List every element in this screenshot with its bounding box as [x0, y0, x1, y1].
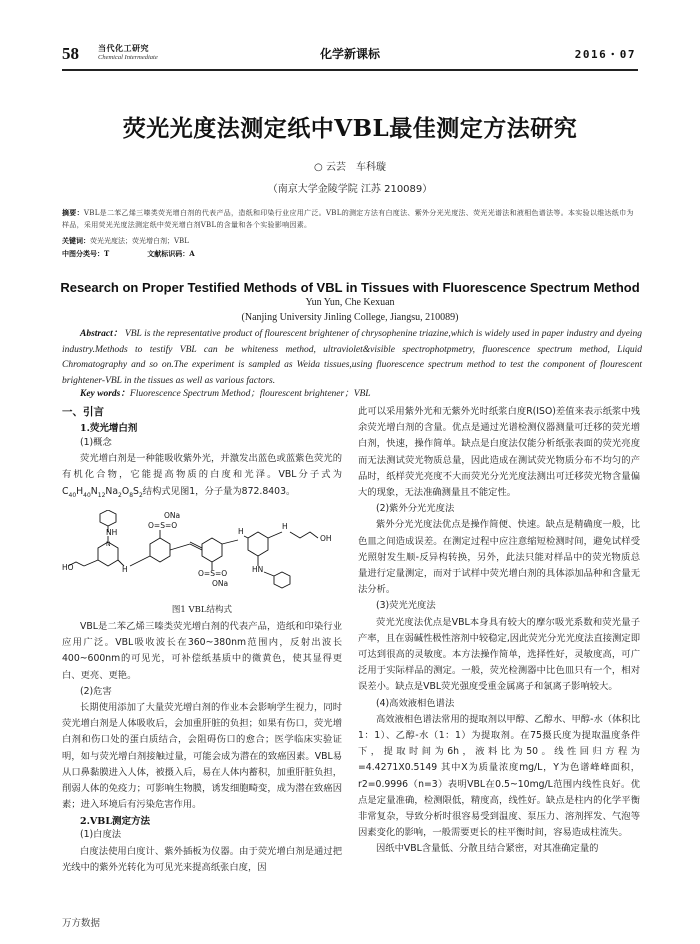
header-rule [62, 69, 638, 71]
whiteness-paragraph-end: 此可以采用紫外光和无紫外光时纸浆白度R(ISO)差值来表示纸浆中残余荧光增白剂的含量。优点是通过光谱检测仪器测量可迁移的荧光增白剂，快速，操作简单。缺点是白度法仅能分析纸张表面的荧光亮度而无法测试荧光物质总量，因此造成在测试荧光物质分布不均匀的产品时，纸样荧光亮度不大而荧光分光光度法测出可迁移荧光物含量偏大的现象，无法准确测量且不能定性。 [358, 406, 640, 499]
abstract-en-text: VBL is the representative product of flourescent brightener of chrysophenine triazine,which is widely used in paper industry and dyeing industry.Methods to testify VBL can be whiteness method, ultraviolet&visible spectrophotpmetry, fluorescence spectrum method, Liquid Chromatography and so on.The experiment is sampled as Weida tissues,using fluorescence spectrum method to test the component of flourescent brightener-VBL in the tissues as well as various factors. [62, 329, 643, 386]
section-1-1-heading: 1.荧光增白剂 [80, 423, 138, 434]
so3-top-label: O=S=O [148, 521, 178, 530]
triazine-ring-right [248, 532, 268, 556]
affiliation-en: (Nanjing University Jinling College, Jiangsu, 210089) [241, 312, 459, 323]
hn-label: HN [252, 565, 264, 574]
doc-code-label: 文献标识码： [147, 249, 190, 258]
fluor-heading: (3)荧光光度法 [376, 600, 436, 612]
abstract-cn-label: 摘要： [62, 208, 84, 217]
footer-watermark: 万方数据 [62, 918, 101, 929]
classification [62, 249, 640, 259]
ona-top-label: ONa [164, 511, 181, 520]
abstract-cn [62, 207, 640, 231]
concept-paragraph: 荧光增白剂是一种能吸收紫外光，并激发出蓝色或蓝紫色荧光的有机化合物，它能提高物质的白度和光泽。VBL分子式为$C_{40}H_{40}N_{12}Na_2O_8S_2$结构式见图1，分子量为872.8403。 [62, 453, 342, 499]
paper-title-en: Research on Proper Testified Methods of VBL in Tissues with Fluorescence Spectrum Method [60, 280, 640, 295]
doc-code-value: A [189, 249, 195, 258]
harm-paragraph: 长期使用添加了大量荧光增白剂的作业本会影响学生视力，同时荧光增白剂是人体吸收后，会加重肝脏的负担；如果有伤口，荧光增白剂和伤口处的蛋白质结合，会阻碍伤口的愈合；医学临床实验证明，如与荧光增白剂接触过量，可能会成为潜在的致癌因素。VBL易从口鼻黏膜进入人体，被摄入后，易在人体内蓄积，加重肝脏负担，削弱人体的免疫力；可影响生物膜，诱发细胞畸变，成为潜在致癌因素；进入环境后有污染危害作用。 [62, 702, 342, 811]
section-1-heading: 一、引言 [62, 406, 104, 418]
keywords-en-text: Fluorescence Spectrum Method；flourescent brightener；VBL [129, 389, 371, 399]
section-name: 化学新课标 [319, 47, 380, 61]
abstract-en [62, 327, 642, 389]
paper-title: 荧光光度法测定纸中VBL最佳测定方法研究 [122, 115, 578, 142]
hplc-heading: (4)高效液相色谱法 [376, 697, 455, 709]
whiteness-paragraph-start: 白度法使用白度计、紫外插板为仪器。由于荧光增白剂是通过把光线中的紫外光转化为可见光来提高纸张白度，因 [62, 845, 342, 873]
abstract-cn-text: VBL是二苯乙烯三嗪类荧光增白剂的代表产品，造纸和印染行业应用广泛。VBL的测定方法有白度法、紫外分光光度法、荧光光谱法和液相色谱法等。本实验以维达纸巾为样品，采用荧光光度法测定纸中荧光增白剂VBL的含量和各个实验影响因素。 [62, 209, 634, 229]
left-column-part-2 [62, 619, 342, 876]
fluor-paragraph: 荧光光度法优点是VBL本身具有较大的摩尔吸光系数和荧光量子产率，且在弱碱性极性溶剂中较稳定,因此荧光分光光度法直接测定即可达到很高的灵敏度。本方法操作简单，选择性好，灵敏度高，可广泛用于实际样品的测定。一般，荧光检测器中比色皿只有一个，相对误差小。缺点是VBL荧光强度受重金属离子和氯离子影响较大。 [358, 616, 640, 693]
h-label-right-2: H [282, 522, 288, 531]
authors-en: Yun Yun, Che Kexuan [305, 297, 395, 308]
hplc-paragraph-2: 因纸中VBL含量低、分散且结合紧密，对其准确定量的 [376, 843, 599, 855]
uv-paragraph: 紫外分光光度法优点是操作简便、快速。缺点是精确度一般，比色皿之间造成误差。在测定过程中应注意缩短检测时间，避免试样受光照射发生顺-反异构转换，另外，此法只能对样品中的荧光物质总量进行定量测定，而对于试样中荧光增白剂的具体添加品种和含量无法分析。 [358, 519, 640, 596]
journal-name-cn: 当代化工研究 [98, 44, 149, 53]
left-column-part-1 [62, 435, 342, 504]
benzene-ring-left [150, 538, 170, 562]
harm-heading: (2)危害 [80, 685, 112, 697]
h-label-left: H [122, 565, 128, 574]
keywords-en [80, 385, 640, 399]
ona-bottom-label: ONa [212, 579, 229, 588]
journal-name-en: Chemical Intermediate [98, 54, 158, 61]
authors: ○ 云芸 车科璇 [314, 162, 386, 173]
clc-value: T [104, 249, 110, 258]
abstract-en-label: Abstract： [80, 329, 123, 339]
hplc-paragraph: 高效液相色谱法常用的提取剂以甲醇、乙醇水、甲醇-水（体积比1：1）、乙醇-水（1：1）为提取剂。在75摄氏度为提取温度条件下，提取时间为6h，液料比为50。线性回归方程为=4.4271X0.5149 其中X为质量浓度mg/L，Y为色谱峰峰面积，r2=0.9996（n=3）表明VBL在0.5~10mg/L范围内线性良好。优点是定量准确，检测限低，精度高，线性好。缺点是柱内的化学平衡非常复杂，导致分析时很容易受到温度、泵压力、溶剂挥发、气泡等因素变化的影响，一般需要更长的柱平衡时间，容易造成柱流失。 [358, 713, 640, 839]
right-column [358, 404, 640, 858]
concept-paragraph-2: VBL是二苯乙烯三嗪类荧光增白剂的代表产品，造纸和印染行业应用广泛。VBL吸收波长在360~380nm范围内，反射出波长400~600nm的可见光，可补偿纸基质中的微黄色，使其显得更白、更亮、更艳。 [62, 621, 342, 681]
whiteness-heading: (1)白度法 [80, 829, 122, 841]
svg-text:N: N [106, 541, 111, 548]
affiliation: （南京大学金陵学院 江苏 210089） [267, 184, 433, 195]
concept-heading: (1)概念 [80, 437, 112, 448]
keywords-en-label: Key words： [80, 389, 130, 399]
h-label-right: H [238, 527, 244, 536]
so3-bottom-label: O=S=O [198, 569, 228, 578]
clc-label: 中图分类号： [62, 249, 104, 258]
keywords-cn-text: 荧光光度法；荧光增白剂；VBL [90, 237, 189, 245]
figure-caption: 图1 VBL结构式 [171, 605, 233, 615]
vbl-structure-figure [62, 510, 352, 595]
phenyl-ring-left [100, 510, 116, 526]
nh-label-left: NH [106, 528, 118, 537]
phenyl-ring-right [274, 572, 290, 588]
keywords-cn-label: 关键词： [62, 236, 90, 245]
benzene-ring-right [202, 538, 222, 562]
oh-label: OH [320, 534, 332, 543]
uv-heading: (2)紫外分光光度法 [376, 503, 455, 515]
ho-label: HO [62, 563, 74, 572]
molecular-formula: $C_{40}H_{40}N_{12}Na_2O_8S_2$ [62, 485, 143, 499]
section-1-2-heading: 2.VBL测定方法 [80, 816, 150, 828]
page-number: 58 [62, 44, 79, 63]
issue-number: 2016・07 [574, 48, 636, 61]
keywords-cn [62, 236, 640, 246]
